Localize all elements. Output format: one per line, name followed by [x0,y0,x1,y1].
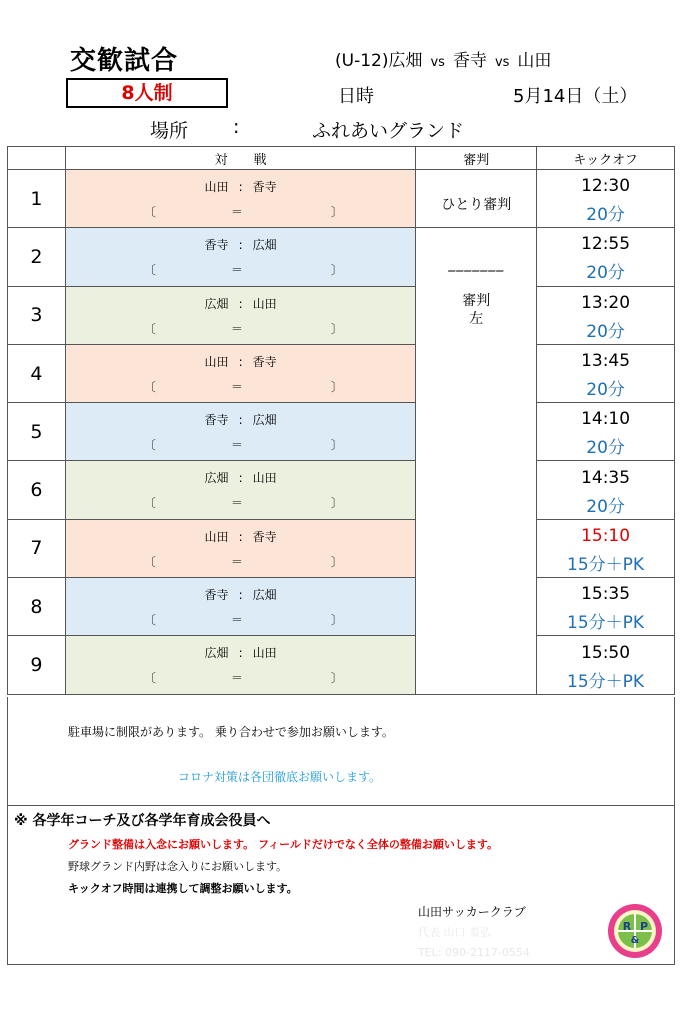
kickoff-time: 13:45 [581,351,631,372]
home-team: 山田 [204,180,229,194]
referee-solo: ひとり審判 [441,197,512,213]
away-team: 山田 [252,471,277,486]
away-team: 香寺 [252,180,277,194]
score-bracket-left: 〔 [143,438,156,453]
referee-sub-line: 左 [469,311,484,328]
score-bracket-right: 〕 [330,671,343,686]
faded-contact-line: 代表 山口 泰弘 [418,926,491,939]
score-field [66,203,415,219]
home-team: 山田 [204,354,229,369]
score-equals: ＝ [230,496,243,511]
kickoff-time: 12:30 [581,176,631,197]
table-row [8,344,675,402]
home-team: 山田 [204,529,229,544]
away-team: 山田 [252,296,277,311]
table-header-row [8,147,675,170]
score-bracket-right: 〕 [330,438,343,453]
match-teams [66,469,415,486]
match-separator: : [238,354,243,369]
home-team: 広畑 [204,646,229,661]
kickoff-time: 13:20 [581,292,631,313]
match-cell [65,578,415,636]
score-bracket-left: 〔 [143,496,156,511]
table-row [8,636,675,694]
home-team: 広畑 [204,296,229,311]
match-duration: 15分＋PK [567,671,645,692]
faded-contact-line: TEL: 090-2117-0554 [418,946,530,959]
kickoff-cell [537,344,675,402]
match-number: 5 [8,403,66,461]
kickoff-cell [537,228,675,286]
date-value: 5月14日（土） [513,86,638,107]
score-equals: ＝ [230,205,243,219]
match-teams [66,353,415,370]
match-teams [66,528,415,545]
score-equals: ＝ [230,379,243,394]
score-bracket-left: 〔 [143,554,156,569]
coach-notice-line: キックオフ時間は連携して調整お願いします。 [68,882,298,895]
score-equals: ＝ [230,321,243,336]
table-row [8,578,675,636]
logo-letter-bottom: & [630,935,640,946]
score-bracket-right: 〕 [330,321,343,336]
referee-sub [416,292,536,328]
match-teams [66,644,415,661]
score-bracket-right: 〕 [330,496,343,511]
match-duration: 20分 [586,205,625,226]
away-team: 山田 [252,646,277,661]
table-row [8,286,675,344]
home-team: 香寺 [204,238,229,253]
score-bracket-left: 〔 [143,613,156,628]
team-2: 香寺 [452,51,487,71]
match-teams [66,586,415,603]
header-referee: 審判 [416,147,537,170]
logo-letter-right: P [639,920,649,933]
score-bracket-right: 〕 [330,613,343,628]
match-separator: : [238,180,243,194]
table-row [8,228,675,286]
referee-sub-line: 審判 [462,293,491,310]
match-cell [65,170,415,228]
match-duration: 20分 [586,438,625,459]
match-teams [66,236,415,253]
corona-note: コロナ対策は各団徹底お願いします。 [178,770,382,784]
home-team: 広畑 [204,471,229,486]
vs-label: vs [430,55,445,70]
match-duration: 20分 [586,263,625,284]
match-cell [65,519,415,577]
match-separator: : [238,646,243,661]
referee-cell [416,228,537,694]
score-bracket-left: 〔 [143,671,156,686]
kickoff-time: 15:35 [581,584,631,605]
coach-notice-line: グランド整備は入念にお願いします。 フィールドだけでなく全体の整備お願いします。 [68,838,498,851]
score-bracket-right: 〕 [330,263,343,278]
score-equals: ＝ [230,613,243,628]
kickoff-cell [537,578,675,636]
format-badge: 8人制 [66,78,228,108]
kickoff-time: 15:10 [581,525,631,546]
match-separator: : [238,471,243,486]
score-field [66,669,415,685]
notes-divider [8,805,674,806]
match-cell [65,344,415,402]
logo-letter-left: R [622,920,632,933]
score-field [66,436,415,452]
match-duration: 15分＋PK [567,554,645,575]
table-row [8,519,675,577]
match-number: 7 [8,519,66,577]
match-cell [65,636,415,694]
venue-name: ふれあいグランド [312,120,465,142]
kickoff-time: 12:55 [581,234,631,255]
away-team: 香寺 [252,354,277,369]
match-teams [66,178,415,195]
match-cell [65,228,415,286]
match-separator: : [238,413,243,428]
match-number: 3 [8,286,66,344]
match-number: 2 [8,228,66,286]
score-bracket-right: 〕 [330,379,343,394]
match-duration: 20分 [586,496,625,517]
match-duration: 15分＋PK [567,613,645,634]
header-match: 対 戦 [65,147,415,170]
match-number: 6 [8,461,66,519]
score-field [66,611,415,627]
teams-line [335,46,551,71]
parking-note: 駐車場に制限があります。 乗り合わせで参加お願いします。 [68,725,394,739]
match-separator: : [238,588,243,603]
score-field [66,494,415,510]
kickoff-cell [537,461,675,519]
match-cell [65,461,415,519]
score-bracket-right: 〕 [330,205,343,219]
match-separator: : [238,238,243,253]
schedule-table [7,146,675,695]
category-label: (U-12) [335,51,389,71]
score-field [66,378,415,394]
table-row [8,461,675,519]
page-title: 交歓試合 [70,46,179,76]
home-team: 香寺 [204,588,229,603]
venue-label: 場所 [150,120,189,142]
kickoff-time: 14:10 [581,409,631,430]
kickoff-time: 14:35 [581,467,631,488]
match-cell [65,286,415,344]
match-teams [66,411,415,428]
away-team: 広畑 [252,588,277,603]
kickoff-cell [537,286,675,344]
referee-dashes: _______ [448,256,505,273]
score-bracket-left: 〔 [143,321,156,336]
coach-notice-title: ※ 各学年コーチ及び各学年育成会役員へ [14,813,271,829]
score-equals: ＝ [230,671,243,686]
away-team: 広畑 [252,413,277,428]
score-equals: ＝ [230,554,243,569]
coach-notice-line: 野球グランド内野は念入りにお願いします。 [68,860,288,873]
venue-colon: : [233,116,240,138]
score-bracket-right: 〕 [330,554,343,569]
table-row [8,403,675,461]
match-teams [66,295,415,312]
score-equals: ＝ [230,438,243,453]
club-name: 山田サッカークラブ [418,905,526,919]
date-label: 日時 [338,86,374,107]
header-num [8,147,66,170]
referee-cell [416,170,537,228]
score-field [66,261,415,277]
away-team: 広畑 [252,238,277,253]
team-1: 広畑 [388,51,423,71]
match-number: 9 [8,636,66,694]
vs-label: vs [494,55,510,70]
match-number: 1 [8,170,66,228]
score-field [66,320,415,336]
score-equals: ＝ [230,263,243,278]
home-team: 香寺 [204,413,229,428]
match-number: 4 [8,344,66,402]
club-emblem-icon [607,903,663,959]
kickoff-cell [537,170,675,228]
notes-panel [7,697,675,965]
header-kickoff: キックオフ [537,147,675,170]
match-separator: : [238,529,243,544]
kickoff-cell [537,636,675,694]
table-row [8,170,675,228]
match-duration: 20分 [586,380,625,401]
match-cell [65,403,415,461]
score-bracket-left: 〔 [143,263,156,278]
kickoff-cell [537,403,675,461]
score-bracket-left: 〔 [143,379,156,394]
match-duration: 20分 [586,321,625,342]
kickoff-time: 15:50 [581,642,631,663]
score-bracket-left: 〔 [143,205,156,219]
match-separator: : [238,296,243,311]
team-3: 山田 [517,51,552,71]
kickoff-cell [537,519,675,577]
score-field [66,553,415,569]
match-number: 8 [8,578,66,636]
away-team: 香寺 [252,529,277,544]
